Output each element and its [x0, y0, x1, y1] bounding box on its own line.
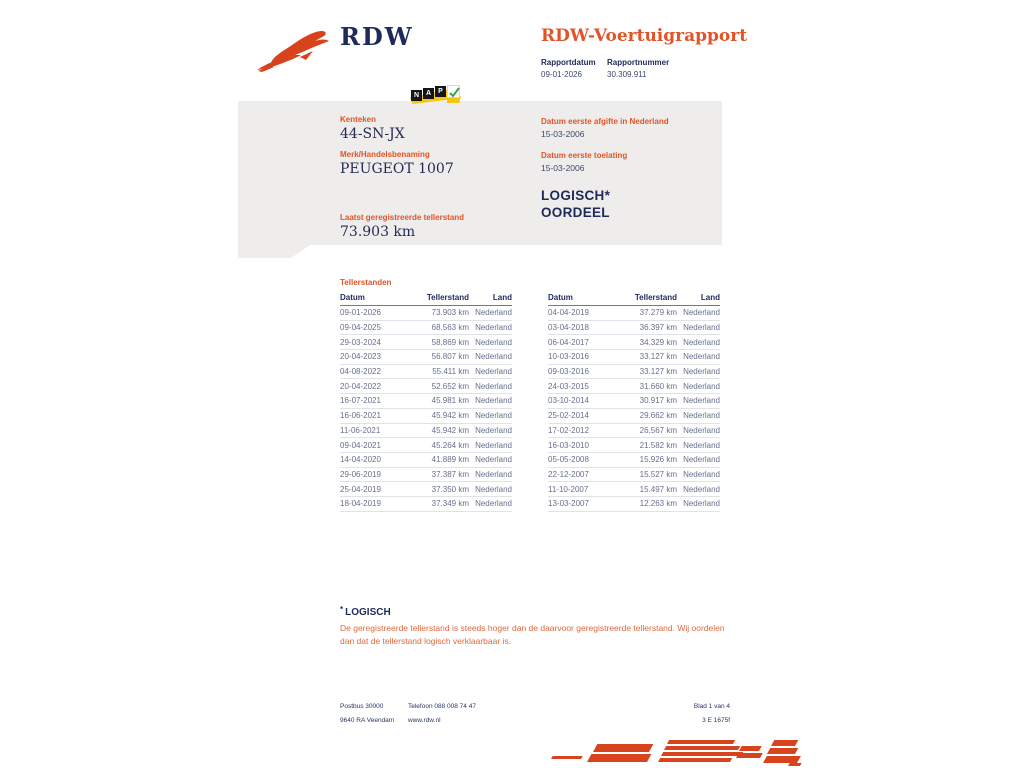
table-row: [548, 452, 720, 467]
table-row: [340, 452, 512, 467]
cell-datum: 09-01-2026: [340, 306, 409, 321]
cell-tellerstand: 26.567 km: [617, 423, 677, 438]
table-row: [548, 335, 720, 350]
report-title: RDW-Voertuigrapport: [541, 26, 748, 46]
eerste-toelating-value: 15-03-2006: [541, 163, 585, 173]
cell-datum: 03-04-2018: [548, 320, 617, 335]
eerste-toelating-label: Datum eerste toelating: [541, 151, 628, 160]
eerste-afgifte-value: 15-03-2006: [541, 129, 585, 139]
table-row: [548, 423, 720, 438]
cell-tellerstand: 33.127 km: [617, 350, 677, 365]
cell-land: Nederland: [677, 452, 720, 467]
table-row: [340, 350, 512, 365]
logisch-footnote-text: De geregistreerde tellerstand is steeds hoger dan de daarvoor geregistreerde tellerstand. Wij oordelen dan dat de tellerstand logisch verklaarbaar is.: [340, 623, 725, 646]
cell-tellerstand: 37.387 km: [409, 467, 469, 482]
table-row: [548, 394, 720, 409]
oordeel-line2: OORDEEL: [541, 205, 610, 220]
cell-datum: 24-03-2015: [548, 379, 617, 394]
header-datum: Datum: [340, 291, 409, 306]
cell-tellerstand: 37.349 km: [409, 496, 469, 511]
cell-land: Nederland: [677, 394, 720, 409]
cell-datum: 17-02-2012: [548, 423, 617, 438]
table-row: [548, 350, 720, 365]
cell-datum: 22-12-2007: [548, 467, 617, 482]
footer-phone: Telefoon 088 008 74 47: [408, 703, 476, 710]
cell-land: Nederland: [469, 306, 512, 321]
table-row: [548, 438, 720, 453]
table-row: [548, 482, 720, 497]
cell-land: Nederland: [677, 350, 720, 365]
merk-value: PEUGEOT 1007: [340, 161, 454, 177]
cell-tellerstand: 12.263 km: [617, 496, 677, 511]
tellerstanden-section-title: Tellerstanden: [340, 278, 392, 287]
cell-datum: 09-04-2021: [340, 438, 409, 453]
cell-tellerstand: 45.942 km: [409, 423, 469, 438]
odometer-table-left: [340, 291, 512, 512]
table-row: [340, 467, 512, 482]
footer-form-code: 3 E 1675f: [702, 717, 730, 724]
header-tellerstand: Tellerstand: [617, 291, 677, 306]
header-datum: Datum: [548, 291, 617, 306]
cell-land: Nederland: [677, 379, 720, 394]
logisch-footnote-title: [340, 605, 391, 618]
cell-datum: 09-04-2025: [340, 320, 409, 335]
cell-land: Nederland: [469, 423, 512, 438]
cell-land: Nederland: [677, 496, 720, 511]
footer-address-line1: Postbus 30000: [340, 703, 384, 710]
nap-letter-n: N: [411, 90, 422, 101]
cell-tellerstand: 15.527 km: [617, 467, 677, 482]
cell-tellerstand: 37.350 km: [409, 482, 469, 497]
cell-datum: 10-03-2016: [548, 350, 617, 365]
eerste-afgifte-label: Datum eerste afgifte in Nederland: [541, 117, 669, 126]
cell-datum: 16-03-2010: [548, 438, 617, 453]
footnote-asterisk: *: [340, 605, 344, 614]
cell-datum: 20-04-2022: [340, 379, 409, 394]
table-row: [548, 496, 720, 511]
table-row: [548, 306, 720, 321]
cell-land: Nederland: [677, 408, 720, 423]
cell-land: Nederland: [677, 423, 720, 438]
table-row: [340, 408, 512, 423]
kenteken-value: 44-SN-JX: [340, 126, 405, 142]
cell-datum: 14-04-2020: [340, 452, 409, 467]
cell-datum: 20-04-2023: [340, 350, 409, 365]
cell-tellerstand: 31.660 km: [617, 379, 677, 394]
nap-checkmark-icon: [447, 85, 460, 98]
cell-tellerstand: 45.981 km: [409, 394, 469, 409]
nap-logo: [410, 83, 462, 107]
table-row: [548, 379, 720, 394]
table-row: [340, 364, 512, 379]
cell-datum: 04-08-2022: [340, 364, 409, 379]
table-row: [340, 496, 512, 511]
table-row: [340, 423, 512, 438]
cell-tellerstand: 36.397 km: [617, 320, 677, 335]
footer-address-line2: 9640 RA Veendam: [340, 717, 395, 724]
cell-land: Nederland: [677, 482, 720, 497]
cell-land: Nederland: [469, 482, 512, 497]
cell-datum: 11-10-2007: [548, 482, 617, 497]
footer-page-number: Blad 1 van 4: [693, 703, 730, 710]
report-date-value: 09-01-2026: [541, 70, 582, 79]
report-number-label: Rapportnummer: [607, 58, 670, 67]
cell-datum: 04-04-2019: [548, 306, 617, 321]
kenteken-label: Kenteken: [340, 115, 377, 124]
cell-tellerstand: 33.127 km: [617, 364, 677, 379]
oordeel-line1: LOGISCH*: [541, 188, 611, 203]
tellerstand-label: Laatst geregistreerde tellerstand: [340, 213, 465, 222]
table-row: [340, 306, 512, 321]
footnote-title-text: LOGISCH: [345, 607, 391, 618]
nap-letter-a: A: [423, 88, 434, 99]
cell-tellerstand: 15.497 km: [617, 482, 677, 497]
cell-tellerstand: 41.889 km: [409, 452, 469, 467]
table-row: [548, 408, 720, 423]
table-header-row: [340, 291, 512, 306]
header-land: Land: [469, 291, 512, 306]
cell-datum: 03-10-2014: [548, 394, 617, 409]
cell-land: Nederland: [677, 467, 720, 482]
cell-datum: 16-06-2021: [340, 408, 409, 423]
cell-datum: 05-05-2008: [548, 452, 617, 467]
cell-datum: 25-04-2019: [340, 482, 409, 497]
footer-stripes-graphic: [543, 737, 803, 768]
table-row: [340, 482, 512, 497]
cell-land: Nederland: [677, 306, 720, 321]
cell-land: Nederland: [469, 496, 512, 511]
cell-tellerstand: 37.279 km: [617, 306, 677, 321]
cell-land: Nederland: [677, 438, 720, 453]
cell-tellerstand: 55.411 km: [409, 364, 469, 379]
table-row: [340, 379, 512, 394]
cell-datum: 29-06-2019: [340, 467, 409, 482]
table-row: [340, 438, 512, 453]
rdw-logo-text: RDW: [340, 22, 414, 51]
cell-tellerstand: 29.662 km: [617, 408, 677, 423]
cell-tellerstand: 73.903 km: [409, 306, 469, 321]
cell-land: Nederland: [677, 335, 720, 350]
cell-land: Nederland: [469, 408, 512, 423]
cell-land: Nederland: [469, 320, 512, 335]
cell-land: Nederland: [469, 379, 512, 394]
header-tellerstand: Tellerstand: [409, 291, 469, 306]
table-row: [548, 320, 720, 335]
cell-tellerstand: 68.563 km: [409, 320, 469, 335]
rdw-logo-bird-icon: [256, 26, 336, 72]
cell-land: Nederland: [677, 364, 720, 379]
header-land: Land: [677, 291, 720, 306]
cell-tellerstand: 56.807 km: [409, 350, 469, 365]
cell-land: Nederland: [469, 335, 512, 350]
cell-tellerstand: 45.264 km: [409, 438, 469, 453]
cell-tellerstand: 34.329 km: [617, 335, 677, 350]
cell-tellerstand: 45.942 km: [409, 408, 469, 423]
table-row: [548, 467, 720, 482]
cell-tellerstand: 21.582 km: [617, 438, 677, 453]
merk-label: Merk/Handelsbenaming: [340, 150, 430, 159]
cell-tellerstand: 30.917 km: [617, 394, 677, 409]
footer-website: www.rdw.nl: [408, 717, 441, 724]
table-header-row: [548, 291, 720, 306]
report-number-value: 30.309.911: [607, 70, 647, 79]
table-row: [340, 394, 512, 409]
cell-land: Nederland: [469, 467, 512, 482]
cell-datum: 11-06-2021: [340, 423, 409, 438]
cell-land: Nederland: [469, 364, 512, 379]
cell-datum: 06-04-2017: [548, 335, 617, 350]
tellerstand-value: 73.903 km: [340, 224, 416, 240]
cell-tellerstand: 52.652 km: [409, 379, 469, 394]
cell-datum: 13-03-2007: [548, 496, 617, 511]
cell-land: Nederland: [469, 452, 512, 467]
cell-land: Nederland: [469, 350, 512, 365]
table-row: [340, 335, 512, 350]
odometer-table-right: [548, 291, 720, 512]
table-row: [548, 364, 720, 379]
cell-datum: 29-03-2024: [340, 335, 409, 350]
cell-datum: 16-07-2021: [340, 394, 409, 409]
cell-datum: 25-02-2014: [548, 408, 617, 423]
cell-land: Nederland: [469, 394, 512, 409]
cell-datum: 09-03-2016: [548, 364, 617, 379]
cell-tellerstand: 58.869 km: [409, 335, 469, 350]
nap-letter-p: P: [435, 86, 446, 97]
cell-datum: 18-04-2019: [340, 496, 409, 511]
cell-land: Nederland: [677, 320, 720, 335]
cell-tellerstand: 15.926 km: [617, 452, 677, 467]
table-row: [340, 320, 512, 335]
cell-land: Nederland: [469, 438, 512, 453]
report-date-label: Rapportdatum: [541, 58, 596, 67]
